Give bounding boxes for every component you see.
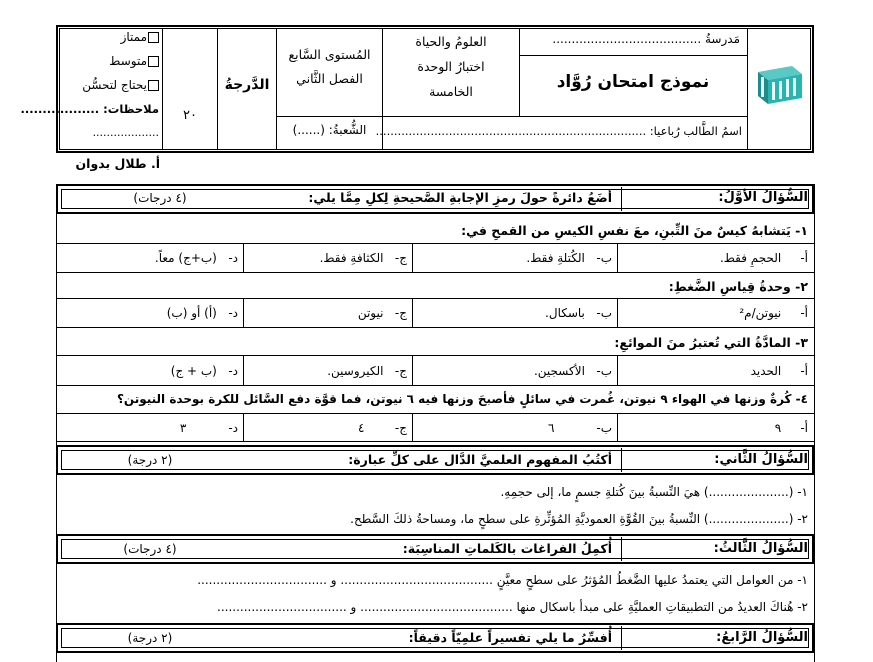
q1-item4-stem: ٤- كُرةٌ وزنها في الهواء ٩ نيوتن، غُمرت في سائلٍ فأصبحَ وزنها فيه ٦ نيوتن، فما قوَّة دفع السَّائل للكرة بوحدة النيوتن؟ — [116, 392, 808, 406]
q1-title: السُّؤالُ الأوَّلُ: — [718, 190, 808, 205]
q1-item3-option-c[interactable]: ج- الكيروسين. — [327, 364, 407, 378]
q1-item4-option-b[interactable]: ب- ٦ — [547, 421, 612, 435]
grade-value: ٢٠ — [183, 108, 197, 123]
q1-item2-option-c[interactable]: ج- نيوتن — [357, 306, 407, 320]
q2-instruction: أكتُبُ المفهوم العلميَّ الدَّال على كلِّ عبارة: — [348, 452, 612, 467]
section-field: الشُّعبةُ: (......) — [292, 123, 367, 137]
q3-title: السُّؤالُ الثَّالثُ: — [713, 541, 808, 556]
rating-needs-checkbox[interactable] — [148, 80, 159, 91]
q3-instruction: أُكمِلُ الفراغات بالكَلماتِ المناسِبَة: — [402, 541, 612, 556]
subject-label: العلومُ والحياة — [415, 34, 487, 49]
semester-label: الفصل الثَّاني — [296, 71, 363, 86]
q1-instruction: أضَعُ دائرةً حولَ رمزِ الإجابةِ الصَّحيحةِ لِكلِ مِمَّا يلي: — [308, 190, 612, 205]
exam-unit-line1: اختبارُ الوحدة — [417, 59, 485, 74]
q1-item3-option-b[interactable]: ب- الأكسجين. — [533, 364, 612, 378]
q4-marks: (٢ درجة) — [127, 631, 173, 645]
level-label: المُستوى السَّابع — [288, 47, 371, 62]
school-logo — [752, 62, 806, 108]
rating-average[interactable] — [64, 54, 159, 68]
student-name-field: اسمُ الطَّالب رُباعيا: .......................................................................... — [375, 124, 742, 138]
rating-excellent[interactable] — [64, 30, 159, 44]
q1-item1-option-b[interactable]: ب- الكُتلةِ فقط. — [526, 251, 612, 265]
q4-instruction: أُفسِّرُ ما يلي تفسيراً علمِيّاً دقيقاً: — [408, 630, 612, 645]
rating-excellent-checkbox[interactable] — [148, 32, 159, 43]
notes-dots: ................... — [92, 126, 159, 139]
grade-label: الدَّرجةُ — [224, 77, 270, 93]
q1-item1-stem: ١- يَتشابهُ كيسٌ منَ التِّبنِ، معَ نفسِ الكيسِ من القمحِ في: — [461, 223, 808, 238]
exam-unit-line2: الخامسة — [429, 84, 473, 99]
q1-item2-option-a[interactable]: أ- نيوتن/م² — [739, 306, 808, 320]
q1-item1-option-d[interactable]: د- (ب+ج) معاً. — [154, 251, 238, 265]
q1-item4-option-a[interactable]: أ- ٩ — [774, 421, 808, 435]
q1-item4-option-c[interactable]: ج- ٤ — [357, 421, 407, 435]
school-field: مَدرسةُ ....................................... — [552, 32, 740, 46]
q3-item2: ٢- هُناكَ العديدُ من التطبيقاتِ العمليَّةِ على مبدأ باسكال منها ........................................ و .................................. — [217, 600, 808, 614]
q1-marks: (٤ درجات) — [133, 191, 187, 205]
rating-excellent-label: ممتاز — [120, 30, 147, 44]
q2-marks: (٢ درجة) — [127, 453, 173, 467]
notes-label: ملاحظات: .................. — [20, 102, 159, 116]
q3-marks: (٤ درجات) — [123, 542, 177, 556]
exam-title: نموذج امتحان رُوَّاد — [556, 72, 710, 92]
rating-average-checkbox[interactable] — [148, 56, 159, 67]
rating-average-label: متوسط — [109, 54, 147, 68]
q2-item1: ١- (.....................) هيَ النِّسبةُ بينَ كُتلةِ جسمٍ ما، إلى حجمِهِ. — [500, 485, 808, 499]
teacher-name: أ. طلال بدوان — [75, 156, 160, 171]
q3-item1: ١- من العوامل التي يعتمدُ عليها الضَّغطُ المُؤثرُ على سطحٍ معيَّنٍ ........................................ و .................................. — [197, 573, 808, 587]
q1-item4-option-d[interactable]: د- ٣ — [179, 421, 238, 435]
q1-item1-option-c[interactable]: ج- الكثافةِ فقط. — [319, 251, 407, 265]
q2-item2: ٢- (.....................) النِّسبةُ بينَ القُوَّةِ العموديَّةِ المُؤثِّرةِ على سطحٍ ما، ومساحةُ ذلكَ السَّطح. — [350, 512, 808, 526]
q2-title: السُّؤالُ الثَّاني: — [714, 452, 808, 467]
q4-title: السُّؤالُ الرَّابعُ: — [716, 630, 808, 645]
q1-item3-option-d[interactable]: د- (ب + ج) — [170, 364, 238, 378]
q1-item2-option-b[interactable]: ب- باسكال. — [545, 306, 612, 320]
q1-item3-stem: ٣- المادَّةُ التي تُعتبرُ منَ الموائعِ: — [614, 335, 808, 350]
q1-item1-option-a[interactable]: أ- الحجمِ فقط. — [719, 251, 808, 265]
q1-item2-option-d[interactable]: د- (أ) أو (ب) — [166, 306, 238, 320]
rating-needs-improvement[interactable] — [64, 78, 159, 92]
rating-needs-label: يحتاج لتحسُّن — [82, 78, 147, 92]
q1-item3-option-a[interactable]: أ- الحديد — [750, 364, 808, 378]
q1-item2-stem: ٢- وحدةُ قِياسِ الضَّغطِ: — [668, 279, 808, 294]
